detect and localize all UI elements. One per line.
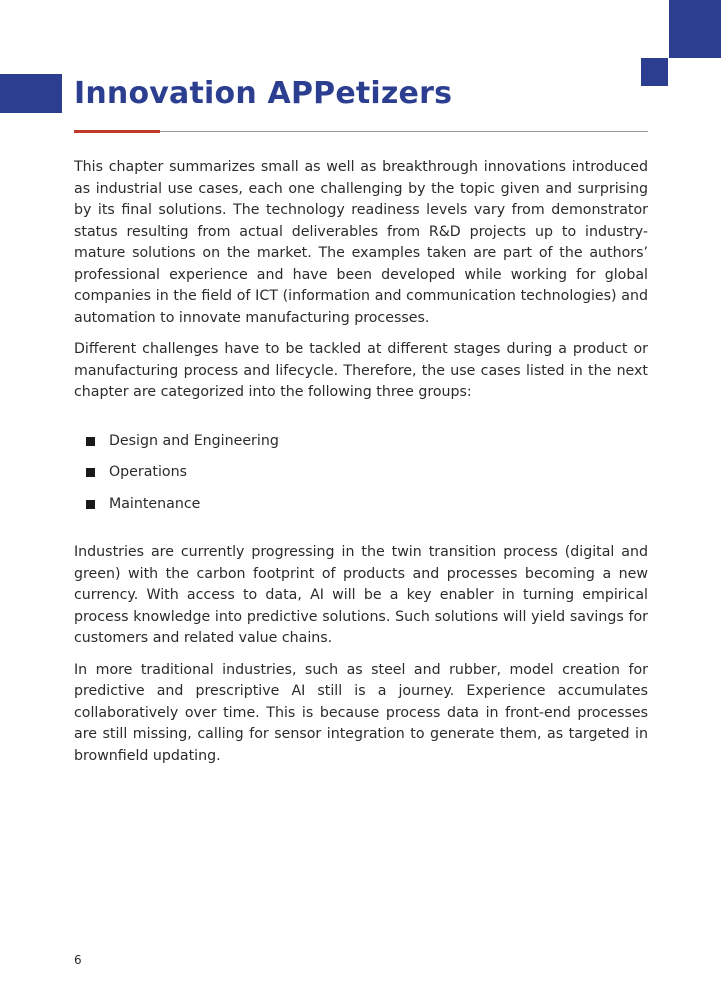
paragraph-traditional-industries: In more traditional industries, such as steel and rubber, model creation for predictive and prescriptive AI still is a journey. Experience accumulates collaboratively over time. This is because process data in front-end processes are still missing, calling for sensor integration to generate them, as targeted in brownfield updating. — [74, 661, 648, 764]
paragraph-intro: This chapter summarizes small as well as breakthrough innovations introduced as industrial use cases, each one challenging by the topic given and surprising by its final solutions. The technology readiness levels vary from demonstrator status resulting from actual deliverables from R&D projects up to industry-mature solutions on the market. The examples taken are part of the authors’ professional experience and have been developed while working for global companies in the field of ICT (information and communication technologies) and automation to innovate manufacturing processes. — [74, 159, 648, 326]
list-item-label: Design and Engineering — [109, 432, 279, 449]
paragraph-challenges: Different challenges have to be tackled at different stages during a product or manufacturing process and lifecycle. Therefore, the use cases listed in the next chapter are categorized into the following three groups: — [74, 341, 648, 400]
list-item — [74, 426, 648, 458]
title-divider-accent — [74, 130, 160, 133]
page-number: 6 — [74, 953, 82, 967]
list-item — [74, 489, 648, 521]
corner-decoration-square — [641, 58, 668, 86]
chapter-body — [74, 157, 648, 777]
corner-decoration-block — [669, 0, 721, 58]
paragraph-twin-transition: Industries are currently progressing in the twin transition process (digital and green) with the carbon footprint of products and processes becoming a new currency. With access to data, AI will be a key enabler in turning empirical process knowledge into predictive solutions. Such solutions will yield savings for customers and related value chains. — [74, 544, 648, 646]
square-bullet-icon — [86, 500, 95, 509]
list-item-label: Operations — [109, 464, 187, 480]
list-item — [74, 457, 648, 489]
title-divider — [74, 131, 648, 132]
title-marker-block — [0, 74, 62, 113]
square-bullet-icon — [86, 437, 95, 446]
page-title: Innovation APPetizers — [74, 76, 453, 111]
square-bullet-icon — [86, 468, 95, 477]
groups-list — [74, 426, 648, 521]
list-item-label: Maintenance — [109, 495, 201, 512]
